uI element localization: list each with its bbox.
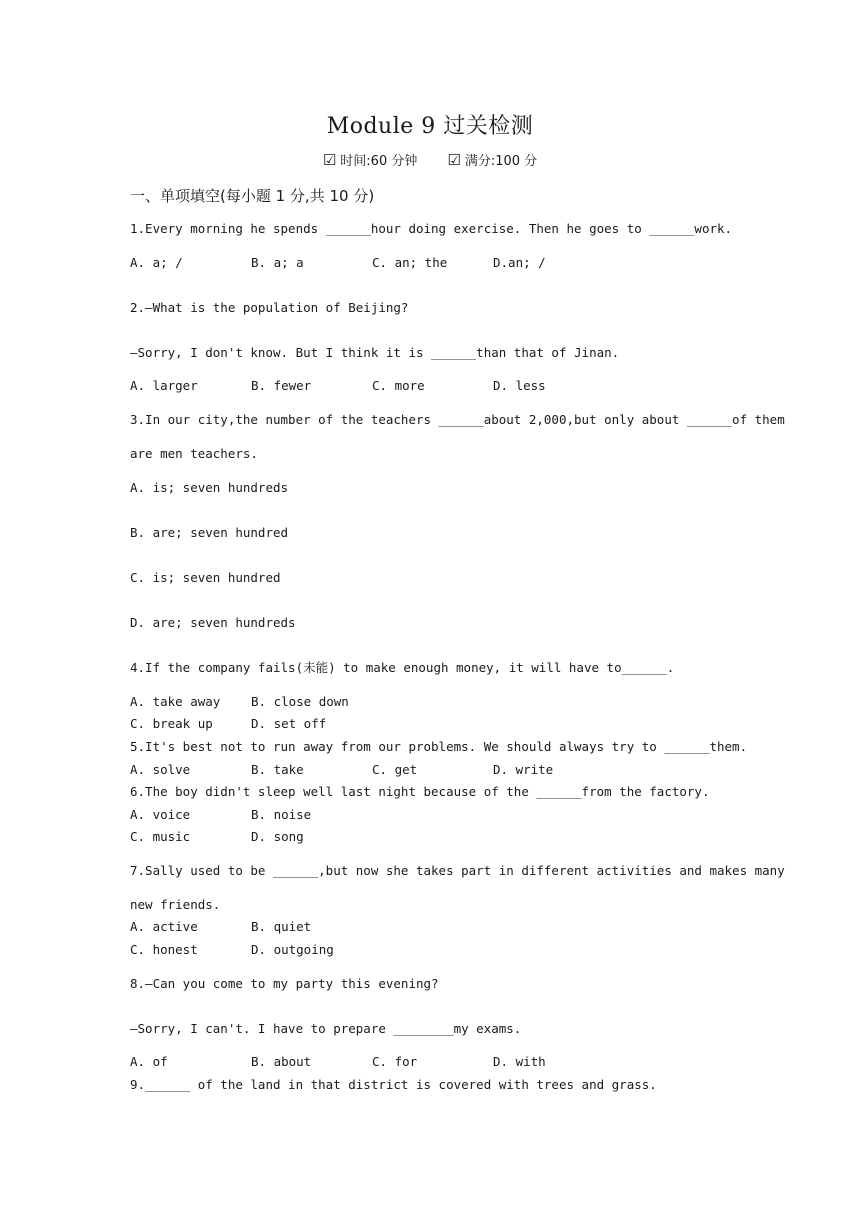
page-title: Module 9 过关检测: [326, 114, 534, 139]
question-stem: 7.Sally used to be ______,but now she takes part in different activities and makes many: [130, 863, 785, 878]
exam-meta: [0, 151, 860, 171]
option-a: A. solve: [130, 762, 191, 777]
option-c: C. an; the: [372, 255, 448, 270]
option-b: B. take: [251, 762, 304, 777]
option-d: D. with: [493, 1054, 546, 1069]
question-stem: 9.______ of the land in that district is covered with trees and grass.: [130, 1077, 657, 1092]
option-c: C. is; seven hundred: [130, 570, 281, 585]
option-a: A. is; seven hundreds: [130, 480, 289, 495]
option-c: C. honest: [130, 942, 198, 957]
option-c: C. music: [130, 829, 191, 844]
question-stem: 6.The boy didn't sleep well last night because of the ______from the factory.: [130, 784, 710, 799]
option-d: D. song: [251, 829, 304, 844]
option-d: D.an; /: [493, 255, 546, 270]
question-stem: 8.—Can you come to my party this evening?: [130, 976, 439, 991]
checkbox-icon: ☑: [447, 151, 461, 169]
option-a: A. voice: [130, 807, 191, 822]
question-stem-line2: —Sorry, I don't know. But I think it is ______than that of Jinan.: [130, 345, 620, 360]
option-b: B. about: [251, 1054, 312, 1069]
option-c: C. more: [372, 378, 425, 393]
option-a: A. take away: [130, 694, 221, 709]
option-d: D. less: [493, 378, 546, 393]
option-b: B. noise: [251, 807, 312, 822]
option-d: D. set off: [251, 716, 327, 731]
option-a: A. active: [130, 919, 198, 934]
option-c: C. get: [372, 762, 418, 777]
question-stem: 4.If the company fails(未能) to make enough money, it will have to______.: [130, 660, 675, 675]
option-d: D. outgoing: [251, 942, 334, 957]
option-c: C. break up: [130, 716, 213, 731]
option-a: A. a; /: [130, 255, 183, 270]
question-stem: 5.It's best not to run away from our problems. We should always try to ______them.: [130, 739, 748, 754]
option-b: B. fewer: [251, 378, 312, 393]
question-stem: 1.Every morning he spends ______hour doing exercise. Then he goes to ______work.: [130, 221, 733, 236]
question-stem-line2: are men teachers.: [130, 446, 258, 461]
question-stem-line2: new friends.: [130, 897, 221, 912]
question-stem: 2.—What is the population of Beijing?: [130, 300, 409, 315]
option-d: D. are; seven hundreds: [130, 615, 296, 630]
option-a: A. of: [130, 1054, 168, 1069]
option-b: B. a; a: [251, 255, 304, 270]
option-b: B. close down: [251, 694, 349, 709]
question-stem-line2: —Sorry, I can't. I have to prepare ________my exams.: [130, 1021, 522, 1036]
option-a: A. larger: [130, 378, 198, 393]
checkbox-icon: ☑: [322, 151, 337, 169]
option-b: B. are; seven hundred: [130, 525, 289, 540]
option-d: D. write: [493, 762, 554, 777]
question-stem: 3.In our city,the number of the teachers ______about 2,000,but only about ______of them: [130, 412, 785, 427]
full-score: 满分:100 分: [464, 154, 538, 169]
option-b: B. quiet: [251, 919, 312, 934]
section-heading: 一、单项填空(每小题 1 分,共 10 分): [130, 187, 375, 205]
option-c: C. for: [372, 1054, 418, 1069]
time-limit: 时间:60 分钟: [340, 154, 418, 169]
